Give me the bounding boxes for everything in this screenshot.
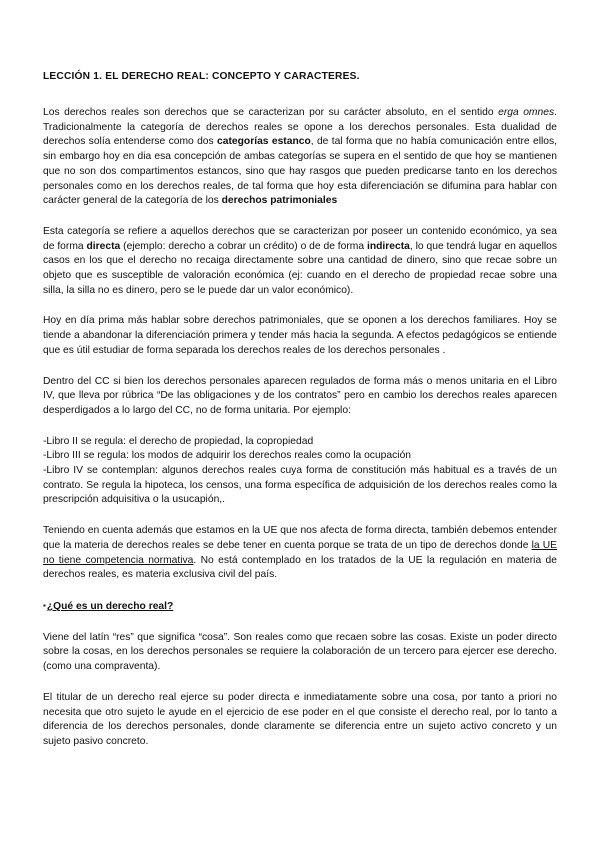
underlined-term-competencia: la UE no tiene competencia normativa [43,539,557,566]
document-body [43,70,557,766]
text-run: , de tal forma que no había comunicación entre ellos, sin embargo hoy en dia esa concepción de ambas categorías se supera en el sentido de que hoy se mantienen que no son dos compartimentos estancos, sino que hay rasgos que pueden predicarse tanto en los derechos personales como en los derechos reales, de tal forma que hoy esta diferenciación se difumina para hablar con carácter general de la categoría de los [43,136,558,207]
list-item: -Libro II se regula: el derecho de propiedad, la copropiedad [43,435,314,447]
paragraph-union-europea [43,524,557,583]
bold-term-directa: directa [86,240,121,252]
bold-term-derechos-patrimoniales: derechos patrimoniales [221,195,338,207]
text-run: Los derechos reales son derechos que se caracterizan por su carácter absoluto, en el sentido [43,107,499,118]
section-heading-text: ¿Qué es un derecho real? [46,600,174,612]
text-run: (ejemplo: derecho a cobrar un crédito) o de de forma [120,240,367,252]
paragraph-derechos-patrimoniales: Hoy en día prima más hablar sobre derechos patrimoniales, que se oponen a los derechos familiares. Hoy se tiende a abandonar la diferenciación primera y tender más hacia la segunda. A efectos pedagógicos se entiende que es útil estudiar de forma separada los derechos reales de los derechos personales . [43,315,557,356]
text-run: , lo que tendrá lugar en aquellos casos en los que el derecho no recaiga directamente sobre una cantidad de dinero, sino que recae sobre un objeto que es susceptible de valoración económica (ej: cuando en el derecho de propiedad recae sobre una silla, la silla no es dinero, pero se le puede dar un valor económico). [43,240,558,296]
text-run: . No está contemplado en los tratados de la UE la regulación en materia de derechos reales, es materia exclusiva civil del país. [43,554,557,581]
libros-list [43,435,557,509]
text-run: Esta categoría se refiere a aquellos derechos que se caracterizan por poseer un contenido económico, ya sea de forma [43,225,557,252]
bold-term-indirecta: indirecta [366,240,410,252]
section-heading [43,599,557,615]
list-item: -Libro III se regula: los modos de adquirir los derechos reales como la ocupación [43,450,412,462]
paragraph-contenido-economico [43,225,557,299]
paragraph-codigo-civil: Dentro del CC si bien los derechos personales aparecen regulados de forma más o menos unitaria en el Libro IV, que lleva por rúbrica “De las obligaciones y de los contratos” pero en cambio los derechos reales aparecen desperdigados a lo largo del CC, no de forma unitaria. Por ejemplo: [43,375,557,416]
paragraph-titular: El titular de un derecho real ejerce su poder directa e inmediatamente sobre una cosa, por tanto a priori no necesita que otro sujeto le ayude en el ejercicio de ese poder en el que consiste el derecho real, por lo tanto a diferencia de los derechos personales, donde claramente se diferencia entre un sujeto activo concreto y un sujeto pasivo concreto. [43,691,557,747]
italic-term-erga-omnes: erga omnes [498,107,555,118]
text-run: . Tradicionalmente la categoría de derechos reales se opone a los derechos personales. Esta dualidad de derechos solía entenderse como dos [43,107,557,148]
square-bullet-icon: ▪ [43,600,46,610]
paragraph-intro [43,106,557,209]
paragraph-res-cosa: Viene del latín “res” que significa “cosa”. Son reales como que recaen sobre las cosas. Existe un poder directo sobre la cosas, en los derechos personales se requiere la colaboración de un tercero para ejercer ese derecho.(como una compraventa). [43,631,557,673]
bold-term-categorias-estanco: categorías estanco [217,136,311,148]
text-run: Teniendo en cuenta además que estamos en la UE que nos afecta de forma directa, también debemos entender que la materia de derechos reales se debe tener en cuenta porque se trata de un tipo de derechos donde [43,525,557,551]
lesson-title: LECCIÓN 1. EL DERECHO REAL: CONCEPTO Y CARACTERES. [43,71,360,82]
list-item: -Libro IV se contemplan: algunos derechos reales cuya forma de constitución más habitual es a través de un contrato. Se regula la hipoteca, los censos, una forma específica de adquisición de los derechos reales como la prescripción adquisitiva o la usucapión,. [43,465,557,506]
